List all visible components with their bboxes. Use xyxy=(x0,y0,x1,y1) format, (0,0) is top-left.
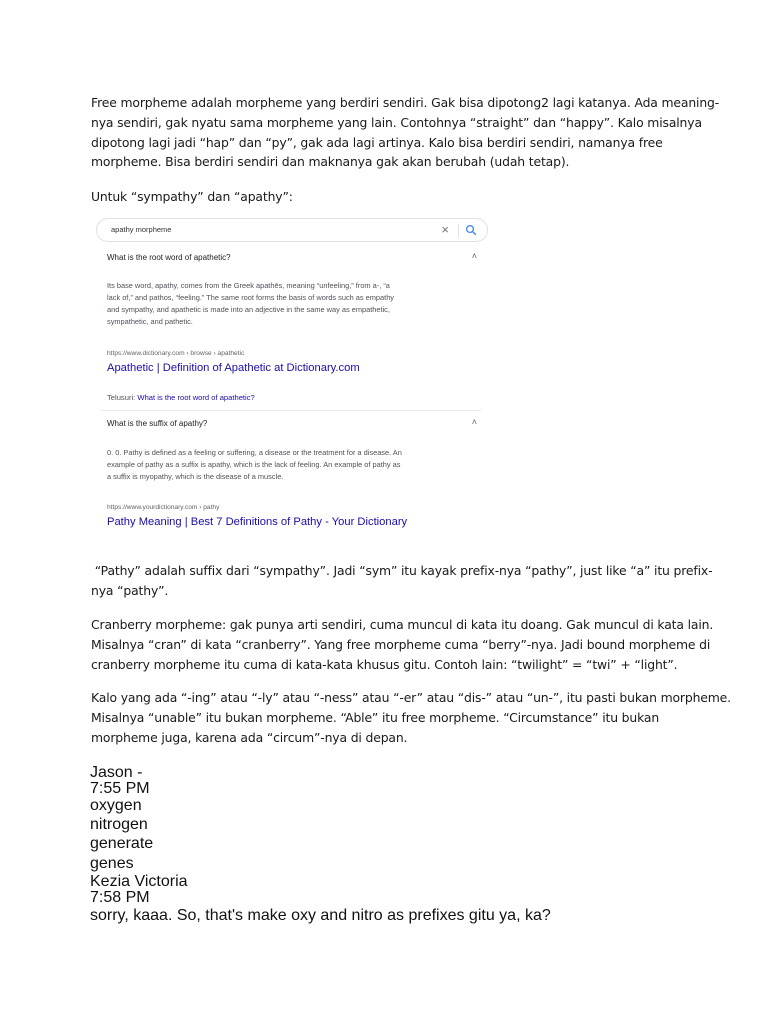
snippet-line: example of pathy as a suffix is apathy, which is the lack of feeling. An example of pathy as xyxy=(107,460,401,469)
snippet-line: and sympathy, and apathetic is made into an adjective in the same way as empathetic, xyxy=(107,305,390,314)
chat-timestamp: 7:58 PM xyxy=(90,889,150,906)
chat-message: sorry, kaaa. So, that's make oxy and nitro as prefixes gitu ya, ka? xyxy=(90,907,551,924)
text-line: Untuk “sympathy” dan “apathy”: xyxy=(91,189,293,204)
snippet-line: 0. 0. Pathy is defined as a feeling or suffering, a disease or the treatment for a disease. An xyxy=(107,448,402,457)
search-icon xyxy=(465,224,477,236)
search-bar xyxy=(96,218,488,242)
chat-author: Jason - xyxy=(90,764,143,781)
telusuri-line xyxy=(107,393,255,402)
telusuri-label: Telusuri: xyxy=(107,393,136,402)
snippet-line: lack of,” and pathos, “feeling.” The same root forms the basis of words such as empathy xyxy=(107,293,395,302)
snippet-line: a suffix is myopathy, which is the disease of a muscle. xyxy=(107,472,284,481)
paragraph-sympathy-intro xyxy=(91,187,691,207)
search-result-screenshot xyxy=(91,213,491,546)
text-line: “Pathy” adalah suffix dari “sympathy”. Jadi “sym” itu kayak prefix-nya “pathy”, just like “a” itu prefix- xyxy=(91,563,713,578)
text-line: cranberry morpheme itu cuma di kata-kata khusus gitu. Contoh lain: “twilight” = “twi” + “light”. xyxy=(91,656,678,672)
paragraph-affixes xyxy=(91,688,731,747)
text-line: Kalo yang ada “-ing” atau “-ly” atau “-ness” atau “-er” atau “dis-” atau “un-”, itu pasti bukan morpheme. xyxy=(91,690,731,705)
text-line: morpheme. Bisa berdiri sendiri dan maknanya gak akan berubah (udah tetap). xyxy=(91,154,570,170)
answer-snippet xyxy=(107,280,467,328)
chat-message: genes xyxy=(90,855,134,872)
search-query: apathy morpheme xyxy=(111,225,172,234)
paragraph-free-morpheme xyxy=(91,93,720,172)
question-text: What is the root word of apathetic? xyxy=(107,253,231,262)
text-line: nya sendiri, gak nyatu sama morpheme yang lain. Contohnya “straight” dan “happy”. Kalo misalnya xyxy=(91,114,702,130)
result-url: https://www.dictionary.com › browse › apathetic xyxy=(107,350,245,357)
snippet-line: sympathetic, and pathetic. xyxy=(107,317,193,326)
chat-message: nitrogen xyxy=(90,816,148,833)
text-line: nya “pathy”. xyxy=(91,582,169,598)
chat-message: oxygen xyxy=(90,797,142,814)
result-title-link: Pathy Meaning | Best 7 Definitions of Pathy - Your Dictionary xyxy=(107,516,408,528)
text-line: dipotong lagi jadi “hap” dan “py”, gak ada lagi artinya. Kalo bisa berdiri sendiri, namanya free xyxy=(91,134,663,150)
question-row xyxy=(107,253,479,267)
chat-message: generate xyxy=(90,835,154,852)
close-icon: × xyxy=(441,222,449,237)
paragraph-cranberry-morpheme xyxy=(91,615,714,674)
chat-timestamp: 7:55 PM xyxy=(90,780,150,797)
chevron-up-icon: ˄ xyxy=(471,251,477,261)
search-divider xyxy=(458,224,459,237)
divider xyxy=(101,410,481,411)
text-line: Cranberry morpheme: gak punya arti sendiri, cuma muncul di kata itu doang. Gak muncul di kata lain. xyxy=(91,617,714,632)
question-text: What is the suffix of apathy? xyxy=(107,419,208,428)
result-title-link: Apathetic | Definition of Apathetic at Dictionary.com xyxy=(107,362,360,374)
chat-author: Kezia Victoria xyxy=(90,873,188,890)
paragraph-pathy-suffix xyxy=(91,561,713,601)
text-line: Misalnya “unable” itu bukan morpheme. “Able” itu free morpheme. “Circumstance” itu bukan xyxy=(91,709,660,725)
snippet-line: Its base word, apathy, comes from the Greek apathēs, meaning “unfeeling,” from a-, “a xyxy=(107,281,390,290)
text-line: Misalnya “cran” di kata “cranberry”. Yang free morpheme cuma “berry”-nya. Jadi bound morpheme di xyxy=(91,636,711,652)
answer-snippet xyxy=(107,447,467,483)
result-url: https://www.yourdictionary.com › pathy xyxy=(107,504,220,511)
text-line: morpheme juga, karena ada “circum”-nya di depan. xyxy=(91,729,408,745)
chevron-up-icon: ˄ xyxy=(471,417,477,427)
telusuri-link: What is the root word of apathetic? xyxy=(137,393,255,402)
question-row xyxy=(107,419,479,433)
text-line: Free morpheme adalah morpheme yang berdiri sendiri. Gak bisa dipotong2 lagi katanya. Ada meaning- xyxy=(91,95,720,110)
